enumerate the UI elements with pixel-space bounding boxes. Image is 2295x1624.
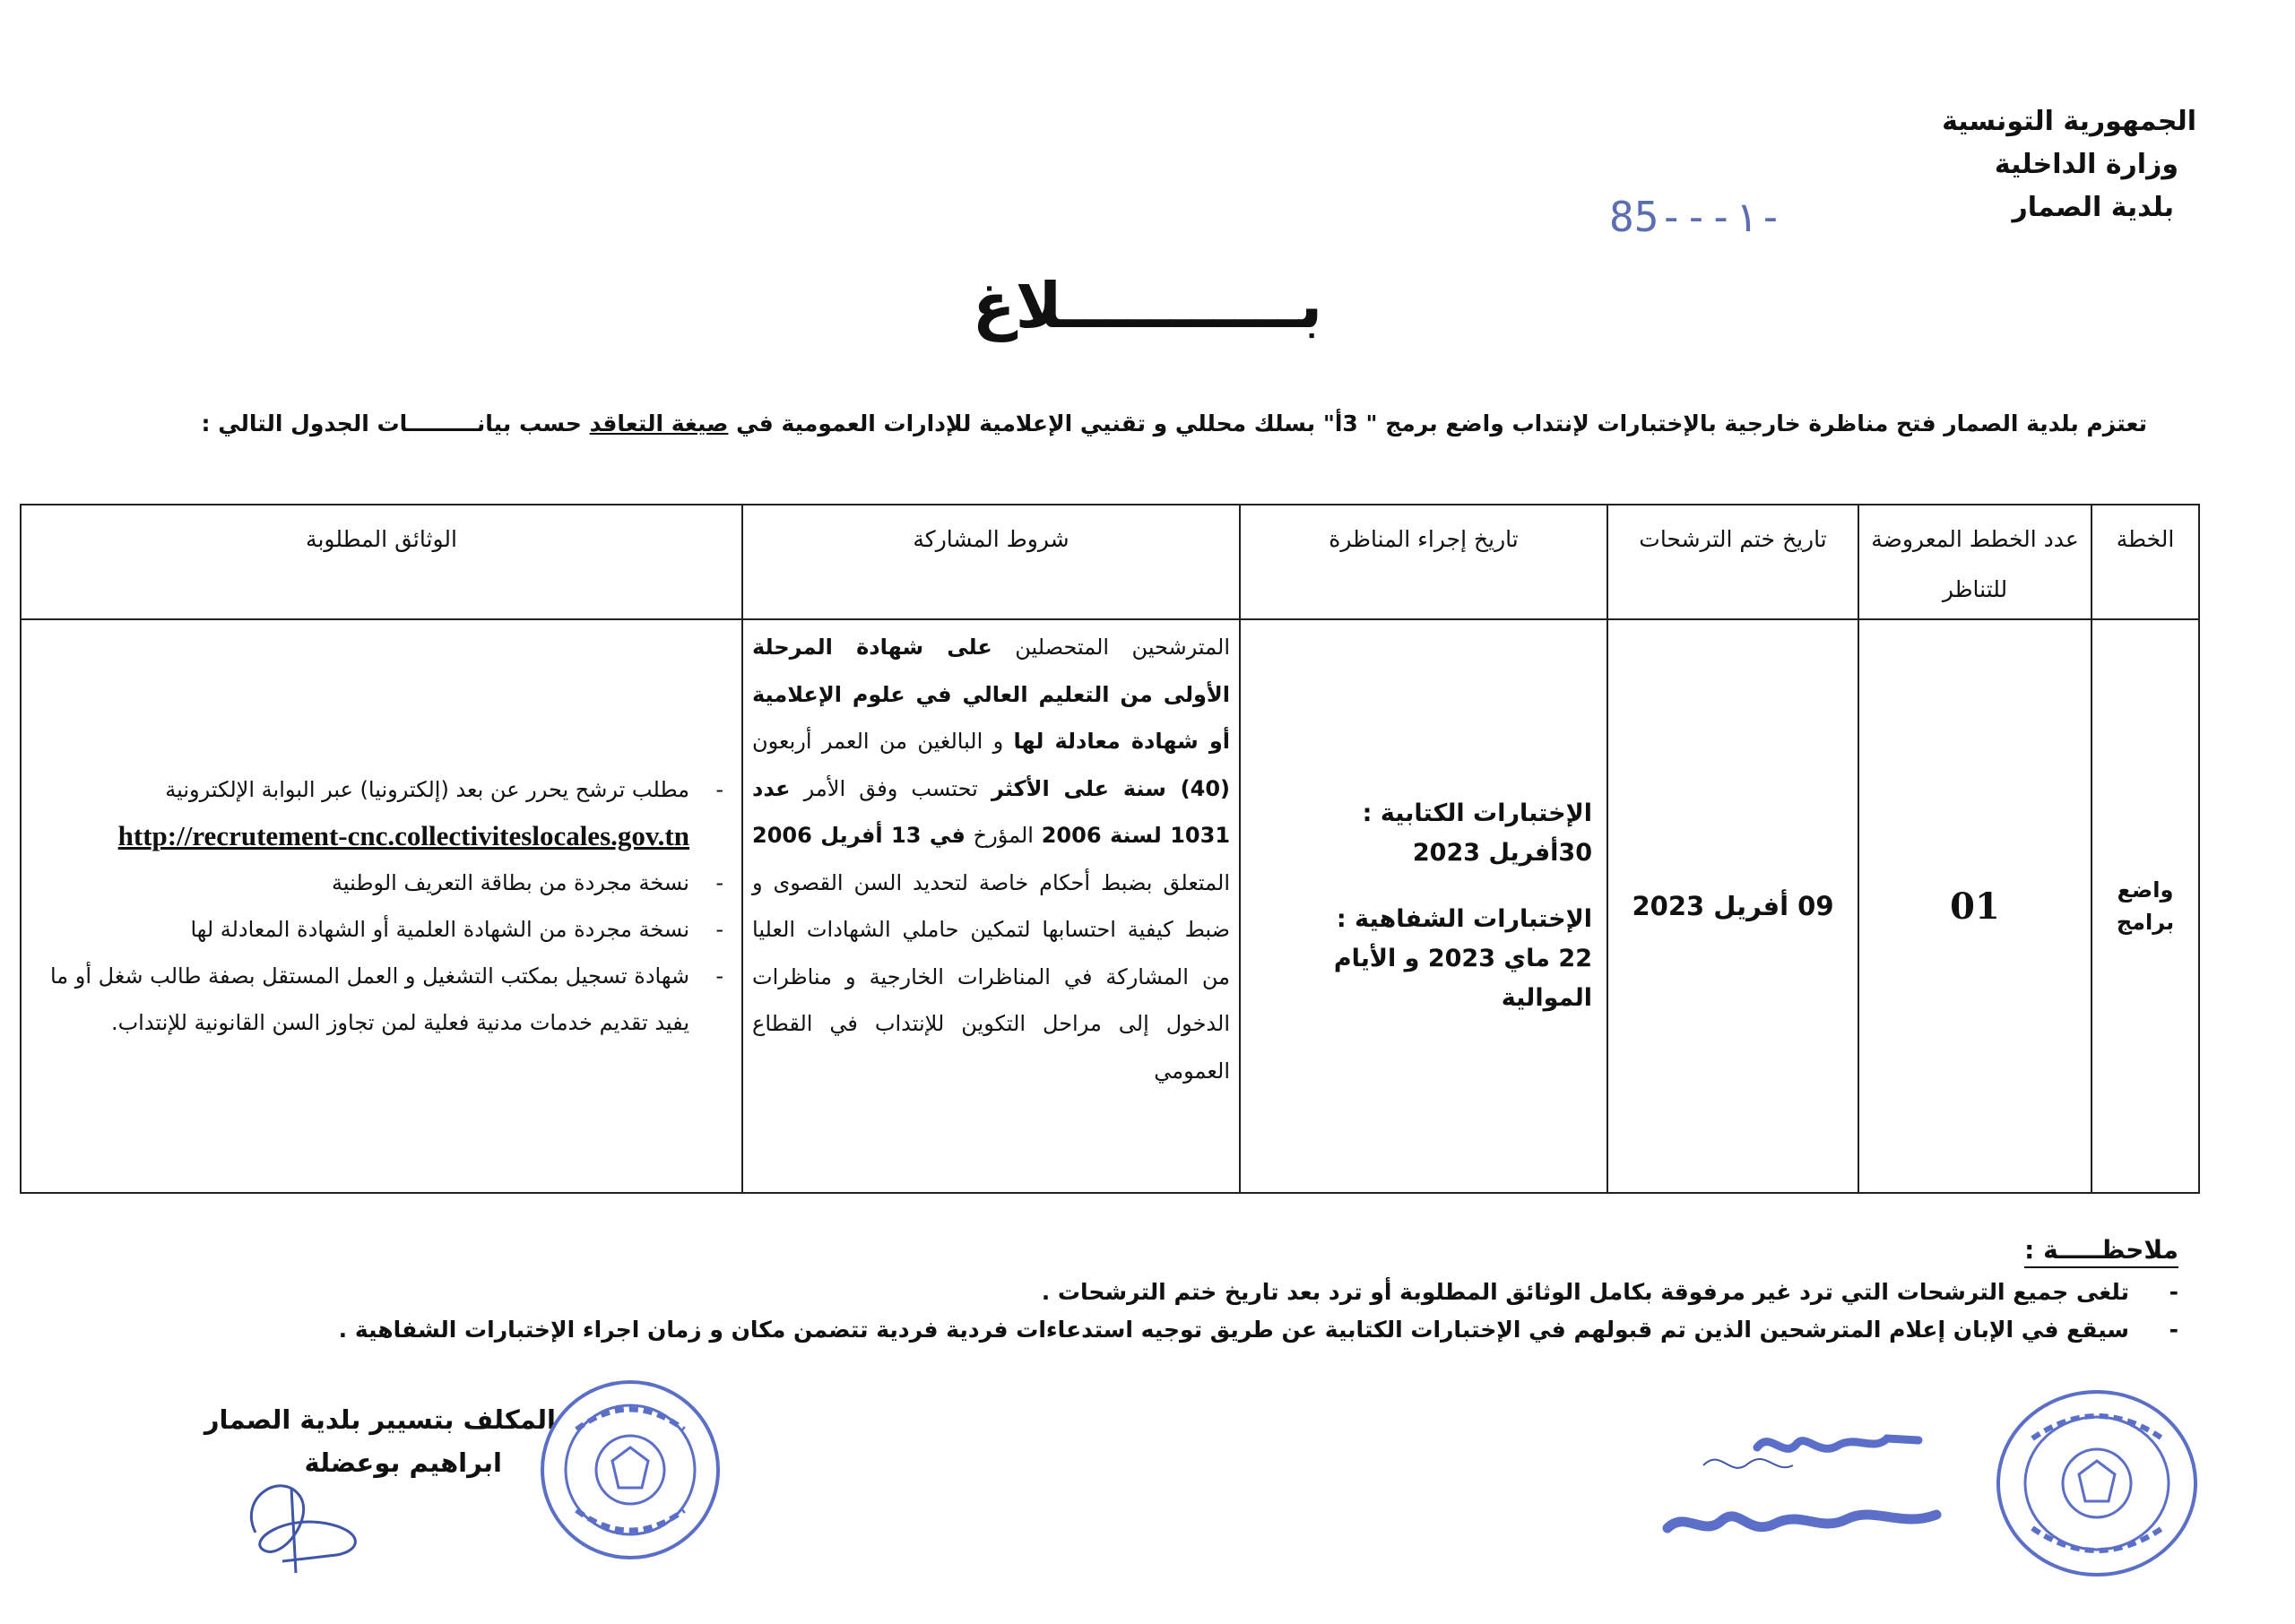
cond-bold-1: على شهادة المرحلة الأولى من التعليم العالي في علوم الإعلامية أو شهادة معادلة لها: [752, 635, 1230, 754]
competition-table: [20, 504, 2198, 1194]
document-item: [34, 766, 729, 860]
cell-close-date: 09 أفريل 2023: [1607, 619, 1858, 1193]
header-exam-date: تاريخ إجراء المناظرة: [1240, 505, 1607, 619]
portal-link[interactable]: http://recrutement-cnc.collectiviteslocales.gov.tn: [117, 820, 689, 851]
written-exam-date: 30أفريل 2023: [1412, 839, 1592, 867]
handwritten-signature: [229, 1461, 381, 1577]
intro-underlined-term: صيغة التعاقد: [589, 410, 729, 436]
document-item: - نسخة مجردة من الشهادة العلمية أو الشهادة المعادلة لها: [34, 906, 729, 953]
oral-exam-date: 22 ماي 2023 و الأيام الموالية: [1333, 945, 1592, 1012]
document-title: بـــــــــــلاغ: [972, 269, 1323, 342]
table-header-row: [21, 505, 2199, 619]
oral-exam-label: الإختبارات الشفاهية :: [1336, 905, 1592, 933]
note-item: - سيقع في الإبان إعلام المترشحين الذين تم قبولهم في الإختبارات الكتابية عن طريق توجيه استدعاءات فردية فردية تتضمن مكان و زمان اجراء الإختبارات الشفاهية .: [117, 1311, 2178, 1349]
municipal-seal: [536, 1376, 724, 1564]
document-item: - نسخة مجردة من بطاقة التعريف الوطنية: [34, 860, 729, 906]
country-name: الجمهورية التونسية: [1942, 106, 2196, 137]
note-item: - تلغى جميع الترشحات التي ترد غير مرفوقة بكامل الوثائق المطلوبة أو ترد بعد تاريخ ختم الترشحات .: [117, 1274, 2178, 1311]
municipality-name: بلدية الصمار: [2012, 192, 2174, 223]
intro-text-end: حسب بيانـــــــــات الجدول التالي :: [201, 410, 590, 436]
notes-title: ملاحظـــــة :: [2024, 1235, 2178, 1268]
header-close-date: تاريخ ختم الترشحات: [1607, 505, 1858, 619]
cond-bold-2: (40) سنة على الأكثر: [991, 775, 1230, 801]
written-exam-label: الإختبارات الكتابية :: [1362, 799, 1592, 827]
cell-exam-dates: [1240, 619, 1607, 1193]
header-plan: الخطة: [2091, 505, 2199, 619]
notes-section: [117, 1235, 2178, 1349]
cell-conditions: [742, 619, 1240, 1193]
header-documents: الوثائق المطلوبة: [21, 505, 742, 619]
cond-part-1: المترشحين المتحصلين: [992, 635, 1230, 660]
ministry-name: وزارة الداخلية: [1994, 149, 2178, 180]
signatory-name: ابراهيم بوعضلة: [304, 1447, 502, 1478]
letterhead: [1730, 100, 2196, 229]
signatory-role: المكلف بتسيير بلدية الصمار: [204, 1404, 556, 1435]
cond-bold-3: عدد 1031 لسنة 2006: [752, 775, 1231, 848]
intro-paragraph: [139, 410, 2147, 436]
cell-documents: [21, 619, 742, 1193]
header-count: عدد الخطط المعروضة للتناظر: [1858, 505, 2091, 619]
cell-plan: واضع برامج: [2091, 619, 2199, 1193]
cond-part-3: تحتسب وفق الأمر: [790, 775, 992, 801]
reference-number-stamp: 85---۱-: [1609, 193, 1783, 241]
header-conditions: شروط المشاركة: [742, 505, 1240, 619]
cond-part-5: المتعلق بضبط أحكام خاصة لتحديد السن القصوى و ضبط كيفية احتسابها لتمكين حاملي الشهادات العليا من المشاركة في المناظرات الخارجية و مناظرات الدخول إلى مراحل التكوين للإنتداب في القطاع العمومي: [752, 869, 1230, 1084]
cond-part-2: و البالغين من العمر أربعون: [752, 729, 1014, 754]
table-row: [21, 619, 2199, 1193]
cell-count: 01: [1858, 619, 2091, 1193]
cond-part-4: المؤرخ: [965, 823, 1042, 848]
document-item-text: مطلب ترشح يحرر عن بعد (إلكترونيا) عبر البوابة الإلكترونية: [165, 777, 689, 802]
governor-signature-stamp: [1650, 1412, 1990, 1573]
document-item: - شهادة تسجيل بمكتب التشغيل و العمل المستقل بصفة طالب شغل أو ما يفيد تقديم خدمات مدنية فعلية لمن تجاوز السن القانونية للإنتداب.: [34, 953, 729, 1046]
cond-bold-4: في 13 أفريل 2006: [752, 823, 966, 848]
governorate-seal: [1992, 1385, 2203, 1582]
intro-text-start: تعتزم بلدية الصمار فتح مناظرة خارجية بالإختبارات لإنتداب واضع برمج " 3أ" بسلك محللي و تقنيي الإعلامية للإدارات العمومية في: [728, 410, 2147, 436]
